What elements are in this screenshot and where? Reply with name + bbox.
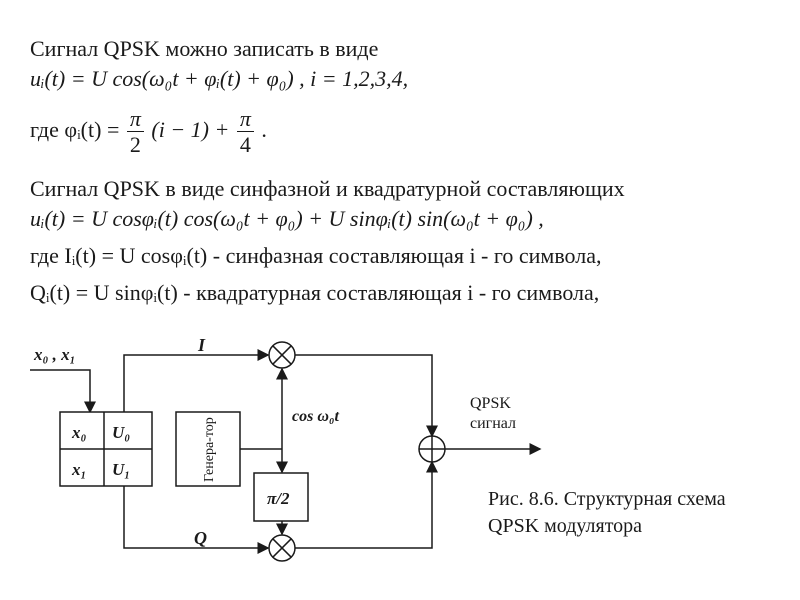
table-cell-u0: U₀ bbox=[112, 423, 131, 442]
output-label-line1: QPSK bbox=[470, 395, 511, 412]
fraction-numerator: π bbox=[237, 108, 254, 132]
output-label-line2: сигнал bbox=[470, 415, 517, 432]
fraction-pi-over-4 bbox=[237, 108, 254, 156]
figure-caption-line2: QPSK модулятора bbox=[488, 515, 643, 537]
fraction-denominator: 4 bbox=[239, 132, 251, 157]
phase-formula-suffix: . bbox=[261, 117, 267, 143]
iq-formula: uᵢ(t) = U cosφᵢ(t) cos(ω₀t + φ₀) + U sinφᵢ(t) sin(ω₀t + φ₀) , bbox=[30, 206, 544, 231]
quadrature-definition: Qᵢ(t) = U sinφᵢ(t) - квадратурная составляющая i - го символа, bbox=[30, 280, 600, 305]
inphase-definition: где Iᵢ(t) = U cosφᵢ(t) - синфазная составляющая i - го символа, bbox=[30, 243, 602, 268]
fraction-pi-over-2 bbox=[127, 108, 144, 156]
input-label: x₀ , x₁ bbox=[34, 345, 76, 364]
iq-intro-line: Сигнал QPSK в виде синфазной и квадратурной составляющих bbox=[30, 176, 625, 201]
generator-label: Генера-тор bbox=[202, 417, 217, 482]
fraction-numerator: π bbox=[127, 108, 144, 132]
phase-shift-label: π/2 bbox=[267, 489, 290, 508]
table-cell-u1: U₁ bbox=[112, 460, 131, 479]
table-cell-x1: x₁ bbox=[72, 460, 87, 479]
q-label: Q bbox=[194, 528, 207, 548]
i-branch-line bbox=[124, 355, 268, 412]
fraction-denominator: 2 bbox=[129, 132, 141, 157]
intro-line: Сигнал QPSK можно записать в виде bbox=[30, 36, 379, 61]
i-label: I bbox=[198, 335, 206, 355]
table-cell-x0: x₀ bbox=[72, 423, 87, 442]
qpsk-formula: uᵢ(t) = U cos(ω₀t + φᵢ(t) + φ₀) , i = 1,2,3,4, bbox=[30, 66, 409, 91]
figure-caption-line1: Рис. 8.6. Структурная схема bbox=[488, 488, 726, 510]
phase-formula-mid: (i − 1) + bbox=[151, 117, 230, 143]
input-line bbox=[30, 370, 90, 412]
qpsk-modulator-diagram bbox=[0, 330, 800, 600]
multiplier-q-to-summer-line bbox=[295, 462, 432, 548]
phase-formula-prefix: где φᵢ(t) = bbox=[30, 117, 120, 143]
cos-label: cos ω₀t bbox=[292, 408, 339, 425]
phase-formula bbox=[30, 108, 267, 156]
